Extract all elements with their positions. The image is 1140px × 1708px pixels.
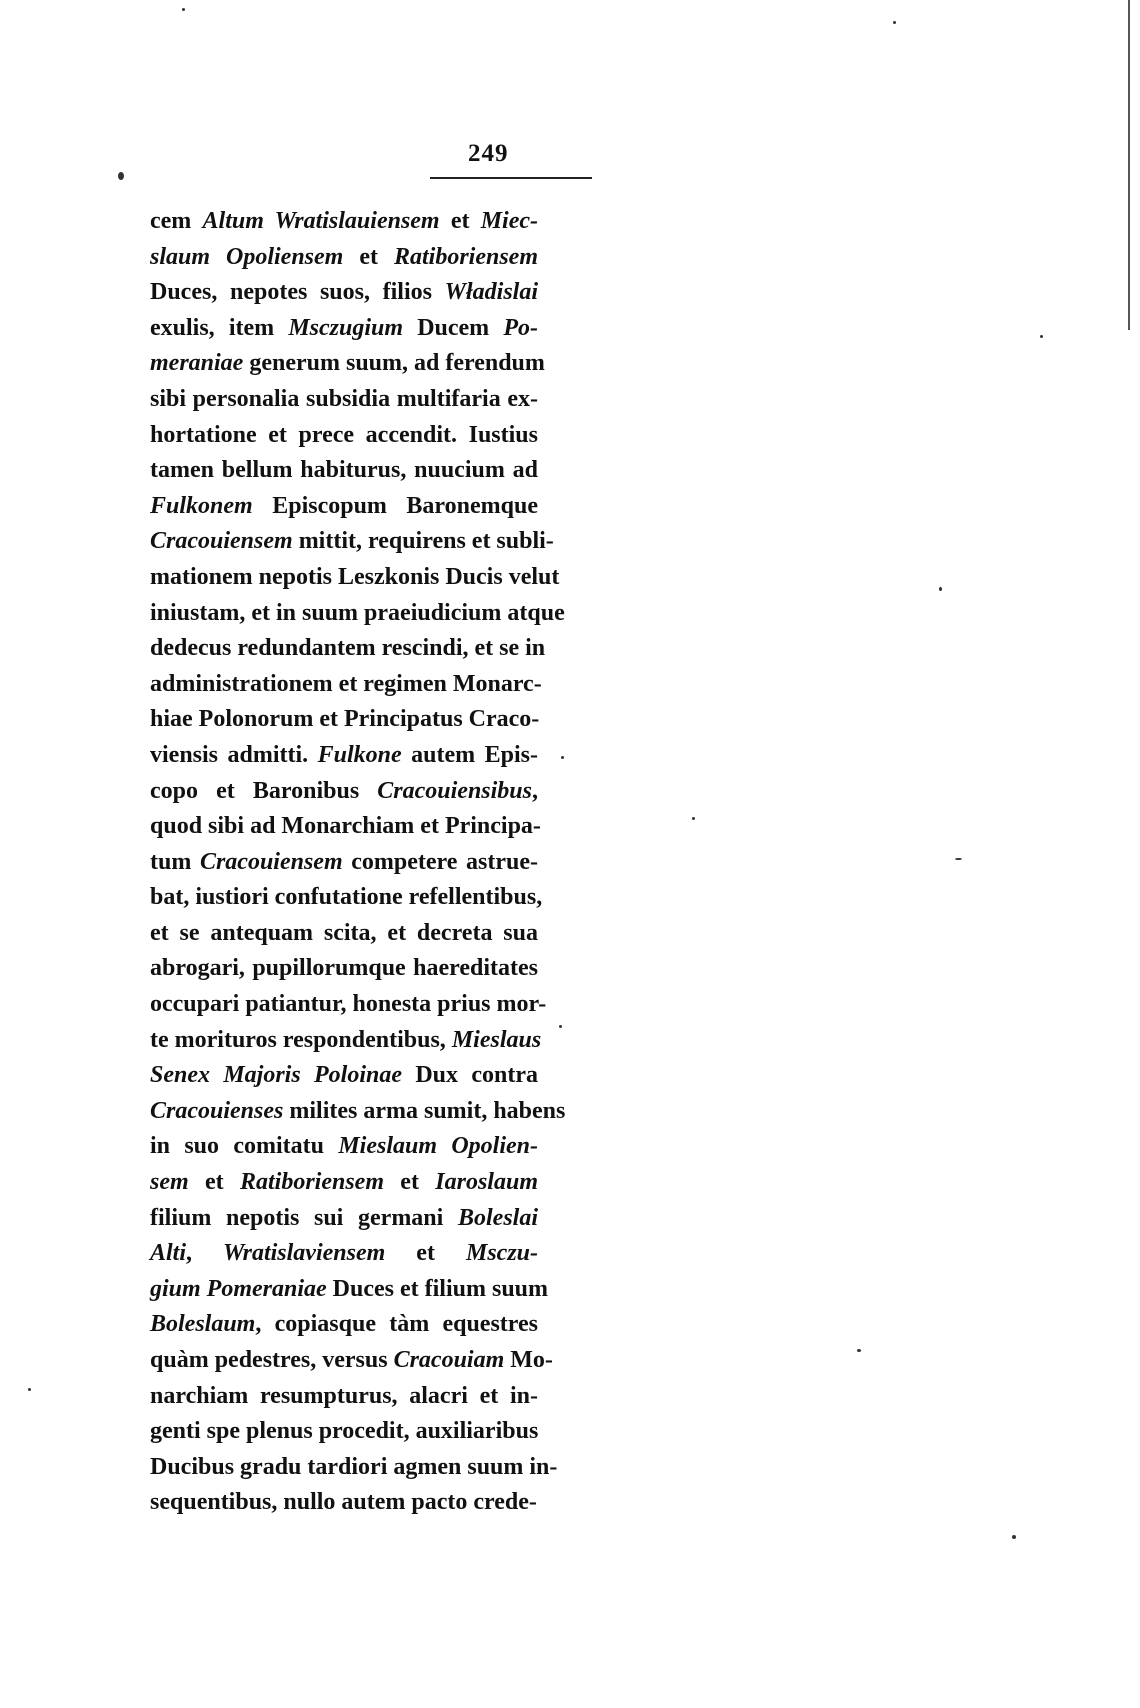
scan-speck	[1040, 335, 1043, 338]
italic-name: Po-	[503, 314, 538, 341]
text-line: sequentibus, nullo autem pacto crede-	[150, 1489, 537, 1516]
scan-speck	[559, 1025, 562, 1028]
text-line: filium nepotis sui germani Boleslai	[150, 1204, 538, 1231]
text-line: copo et Baronibus Cracouiensibus,	[150, 777, 538, 804]
text-line: gium Pomeraniae Duces et filium suum	[150, 1275, 549, 1302]
text-line: Alti, Wratislaviensem et Msczu-	[150, 1240, 538, 1267]
text-line: quod sibi ad Monarchiam et Principa-	[150, 813, 541, 840]
header-rule	[430, 177, 592, 179]
italic-name: slaum Opoliensem	[150, 243, 344, 270]
italic-name: Cracouienses	[150, 1097, 284, 1124]
text-line: dedecus redundantem rescindi, et se in	[150, 635, 546, 662]
italic-name: Boleslai	[457, 1204, 538, 1231]
text-line: sem et Ratiboriensem et Iaroslaum	[150, 1169, 538, 1196]
scan-speck	[893, 21, 896, 24]
text-line: te morituros respondentibus, Mieslaus	[150, 1026, 542, 1053]
italic-name: Alti	[150, 1240, 187, 1267]
text-line: et se antequam scita, et decreta sua	[150, 919, 538, 946]
italic-name: Cracouiensibus	[377, 777, 532, 804]
italic-name: Fulkone	[317, 741, 402, 768]
italic-name: Mieslaum Opolien-	[338, 1133, 538, 1160]
scan-speck	[118, 172, 124, 180]
text-line: abrogari, pupillorumque haereditates	[150, 955, 538, 982]
text-line: meraniae generum suum, ad ferendum	[150, 350, 545, 377]
page-number: 249	[468, 140, 509, 167]
italic-name: Władislai	[444, 279, 538, 306]
italic-name: Iaroslaum	[435, 1169, 538, 1196]
text-line: iniustam, et in suum praeiudicium atque	[150, 599, 565, 626]
italic-name: Mieslaus	[451, 1026, 542, 1053]
text-line: occupari patiantur, honesta prius mor-	[150, 991, 547, 1018]
italic-name: Senex Majoris Poloinae	[150, 1062, 403, 1089]
italic-name: Boleslaum	[150, 1311, 256, 1338]
scan-speck	[561, 756, 564, 759]
text-line: Boleslaum, copiasque tàm equestres	[150, 1311, 538, 1338]
text-line: Cracouiensem mittit, requirens et subli-	[150, 528, 554, 555]
scan-speck	[692, 817, 695, 820]
text-line: Ducibus gradu tardiori agmen suum in-	[150, 1453, 558, 1480]
text-line: hortatione et prece accendit. Iustius	[150, 421, 538, 448]
text-line: Cracouienses milites arma sumit, habens	[150, 1097, 566, 1124]
text-line: tum Cracouiensem competere astrue-	[150, 848, 538, 875]
italic-name: Ratiboriensem	[393, 243, 538, 270]
text-line: Fulkonem Episcopum Baronemque	[150, 492, 538, 519]
italic-name: Ratiboriensem	[239, 1169, 384, 1196]
text-line: cem Altum Wratislauiensem et Miec-	[150, 208, 539, 234]
text-line: Duces, nepotes suos, filios Władislai	[150, 279, 538, 306]
italic-name: sem	[150, 1169, 189, 1196]
italic-name: Cracouiam	[393, 1347, 505, 1373]
scan-speck	[1012, 1535, 1016, 1539]
text-line: Senex Majoris Poloinae Dux contra	[150, 1062, 538, 1089]
italic-name: Altum Wratislauiensem	[202, 208, 440, 234]
text-line: slaum Opoliensem et Ratiboriensem	[150, 243, 538, 270]
text-line: hiae Polonorum et Principatus Craco-	[150, 706, 540, 733]
text-line: sibi personalia subsidia multifaria ex-	[150, 385, 538, 412]
text-line: bat, iustiori confutatione refellentibus,	[150, 884, 543, 911]
italic-name: Miec-	[480, 208, 539, 234]
italic-name: Cracouiensem	[199, 848, 343, 875]
text-line: in suo comitatu Mieslaum Opolien-	[150, 1133, 538, 1160]
italic-name: Msczugium	[288, 314, 404, 341]
scan-speck	[857, 1349, 861, 1352]
italic-name: gium Pomeraniae	[150, 1275, 327, 1302]
body-text	[150, 204, 566, 1521]
scan-speck	[939, 587, 942, 591]
page-edge-line	[1128, 0, 1130, 330]
scan-speck	[28, 1388, 31, 1391]
text-line: mationem nepotis Leszkonis Ducis velut	[150, 563, 560, 590]
text-line: exulis, item Msczugium Ducem Po-	[150, 314, 538, 341]
italic-name: meraniae	[150, 350, 244, 377]
italic-name: Wratislaviensem	[223, 1240, 386, 1267]
text-line: administrationem et regimen Monarc-	[150, 670, 542, 697]
italic-name: Msczu-	[465, 1240, 538, 1267]
text-line: viensis admitti. Fulkone autem Epis-	[150, 741, 538, 768]
italic-name: Cracouiensem	[150, 528, 293, 555]
text-line: quàm pedestres, versus Cracouiam Mo-	[150, 1347, 553, 1373]
text-line: narchiam resumpturus, alacri et in-	[150, 1382, 538, 1409]
scan-speck	[955, 858, 962, 860]
scan-speck	[182, 8, 185, 11]
text-line: tamen bellum habiturus, nuucium ad	[150, 457, 538, 484]
italic-name: Fulkonem	[150, 492, 253, 519]
text-line: genti spe plenus procedit, auxiliaribus	[150, 1418, 539, 1445]
